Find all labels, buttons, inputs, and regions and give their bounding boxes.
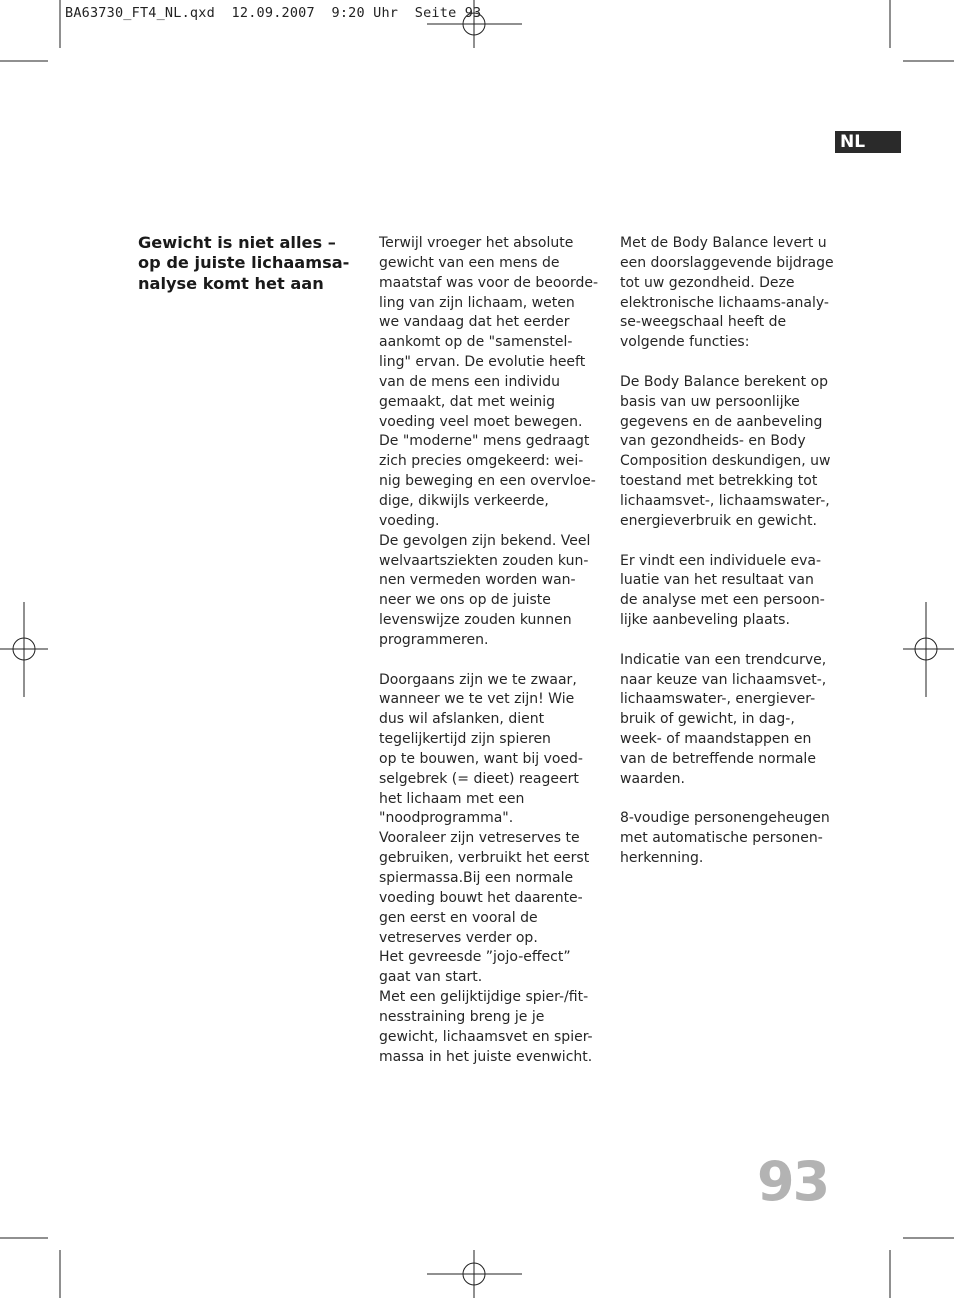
text-line: volgende functies: [620, 334, 750, 351]
text-line: "noodprogramma". [379, 810, 514, 827]
text-line: energieverbruik en gewicht. [620, 512, 817, 529]
text-line [620, 532, 845, 552]
heading-line: op de juiste lichaamsa- [138, 253, 350, 273]
text-line: spiermassa.Bij een normale [379, 870, 574, 886]
text-line: levenswijze zouden kunnen [379, 612, 572, 629]
text-line: Terwijl vroeger het absolute [379, 235, 574, 251]
print-slug: BA63730_FT4_NL.qxd 12.09.2007 9:20 Uhr Seite 93 [65, 5, 482, 21]
body-column-2 [620, 234, 845, 869]
text-line: toestand met betrekking tot [620, 473, 818, 490]
text-line: elektronische lichaams-analy- [620, 294, 829, 311]
text-line: bruik of gewicht, in dag-, [620, 711, 795, 728]
text-line: nesstraining breng je je [379, 1008, 545, 1025]
text-line: vetreserves verder op. [379, 929, 538, 946]
text-line: selgebrek (= dieet) reageert [379, 770, 579, 787]
text-line: nen vermeden worden wan- [379, 572, 576, 589]
text-line: nig beweging en een overvloe- [379, 473, 596, 490]
text-line: Vooraleer zijn vetreserves te [379, 830, 580, 847]
text-line: dus wil afslanken, dient [379, 711, 545, 728]
text-line: tegelijkertijd zijn spieren [379, 731, 551, 748]
text-line [620, 353, 845, 373]
text-line: een doorslaggevende bijdrage [620, 254, 834, 271]
text-line: se-weegschaal heeft de [620, 314, 787, 331]
text-line: van gezondheids- en Body [620, 433, 806, 450]
text-line: Met een gelijktijdige spier-/fit- [379, 989, 589, 1006]
text-line: wanneer we te vet zijn! Wie [379, 691, 575, 708]
text-line: naar keuze van lichaamsvet-, [620, 671, 827, 688]
text-line: lichaamsvet-, lichaamswater-, [620, 492, 830, 509]
text-line: voeding bouwt het daarente- [379, 889, 583, 906]
text-line: zich precies omgekeerd: wei- [379, 453, 584, 470]
text-line: voeding veel moet bewegen. [379, 413, 583, 430]
text-line: gegevens en de aanbeveling [620, 413, 823, 430]
text-line: week- of maandstappen en [620, 731, 812, 748]
heading-line: nalyse komt het aan [138, 273, 324, 293]
text-line: De gevolgen zijn bekend. Veel [379, 532, 591, 549]
text-line: massa in het juiste evenwicht. [379, 1048, 593, 1065]
text-line: met automatische personen- [620, 830, 823, 847]
text-line: maatstaf was voor de beoorde- [379, 274, 599, 291]
text-line: De Body Balance berekent op [620, 373, 828, 390]
text-line: gaat van start. [379, 969, 483, 986]
text-line: Er vindt een individuele eva- [620, 552, 822, 569]
text-line: ling van zijn lichaam, weten [379, 294, 575, 311]
text-line: 8-voudige personengeheugen [620, 810, 830, 827]
text-line: waarden. [620, 770, 685, 787]
page-number: 93 [757, 1150, 829, 1213]
section-heading [138, 233, 353, 294]
text-line: herkenning. [620, 850, 704, 867]
text-line: Doorgaans zijn we te zwaar, [379, 671, 577, 688]
text-line: van de mens een individu [379, 373, 561, 390]
text-line: neer we ons op de juiste [379, 592, 551, 609]
body-column-1 [379, 234, 604, 1067]
text-line: aankomt op de "samenstel- [379, 334, 573, 351]
text-line: het lichaam met een [379, 790, 525, 807]
text-line: Met de Body Balance levert u [620, 235, 827, 251]
text-line: gewicht, lichaamsvet en spier- [379, 1028, 593, 1045]
text-line [620, 790, 845, 810]
text-line: we vandaag dat het eerder [379, 314, 570, 331]
text-line [379, 651, 604, 671]
text-line: Het gevreesde ”jojo-effect” [379, 949, 571, 966]
text-line [620, 631, 845, 651]
text-line: Composition deskundigen, uw [620, 453, 831, 470]
language-tab: NL [835, 131, 901, 153]
text-line: van de betreffende normale [620, 750, 816, 767]
text-line: dige, dikwijls verkeerde, [379, 492, 549, 509]
text-line: gemaakt, dat met weinig [379, 393, 555, 410]
text-line: op te bouwen, want bij voed- [379, 750, 583, 767]
text-line: lichaamswater-, energiever- [620, 691, 816, 708]
text-line: gewicht van een mens de [379, 254, 560, 271]
text-line: tot uw gezondheid. Deze [620, 274, 795, 291]
text-line: programmeren. [379, 631, 489, 648]
text-line: Indicatie van een trendcurve, [620, 651, 827, 668]
text-line: luatie van het resultaat van [620, 572, 814, 589]
text-line: basis van uw persoonlijke [620, 393, 800, 410]
text-line: de analyse met een persoon- [620, 592, 825, 609]
text-line: ling" ervan. De evolutie heeft [379, 354, 586, 371]
text-line: welvaartsziekten zouden kun- [379, 552, 589, 569]
text-line: voeding. [379, 512, 440, 529]
text-line: gen eerst en vooral de [379, 909, 538, 926]
text-line: lijke aanbeveling plaats. [620, 612, 790, 629]
heading-line: Gewicht is niet alles – [138, 233, 336, 252]
text-line: gebruiken, verbruikt het eerst [379, 850, 590, 867]
text-line: De "moderne" mens gedraagt [379, 433, 590, 450]
